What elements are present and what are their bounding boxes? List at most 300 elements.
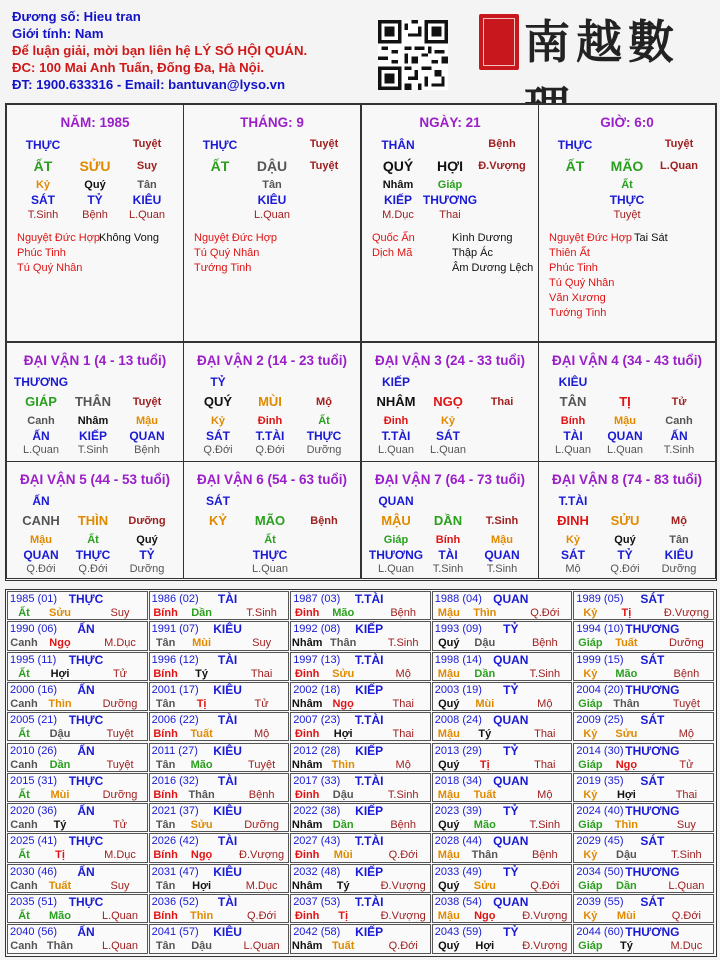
year-branch: Mão <box>332 607 355 619</box>
year-stem: Ất <box>18 849 30 862</box>
year-cell <box>290 682 431 711</box>
year-stem: Canh <box>10 637 38 650</box>
year-cell <box>573 894 714 923</box>
year-stem: Bính <box>153 728 178 741</box>
year-god: ẤN <box>77 864 95 879</box>
year-branch: Dậu <box>49 728 71 741</box>
dai-van-pair-2: MÙI <box>258 394 282 409</box>
year-stem: Giáp <box>578 758 603 771</box>
pillar-stem-god: THÂN <box>381 138 415 152</box>
year-label: 2036 (52) <box>151 896 199 908</box>
year-stem: Quý <box>438 819 460 832</box>
year-cell <box>432 591 573 620</box>
star-item: Thiên Ất <box>549 247 590 259</box>
star-item: Tai Sát <box>634 232 668 244</box>
year-stem: Bính <box>153 607 178 619</box>
pillar-pair-3: Suy <box>136 160 158 172</box>
year-stem: Đinh <box>294 667 320 680</box>
dai-van-hidden-god-1: ẤN <box>32 429 50 443</box>
year-label: 2017 (33) <box>293 774 341 787</box>
year-stem: Bính <box>153 788 178 801</box>
pillar-stem-stage: Tuyệt <box>132 138 162 150</box>
year-god: KIẾP <box>355 925 384 940</box>
header <box>0 0 720 100</box>
year-branch: Hợi <box>333 728 353 741</box>
year-stem: Nhâm <box>291 697 323 710</box>
year-cell <box>573 621 714 650</box>
year-label: 1997 (13) <box>293 653 341 666</box>
pillar-pair-1: QUÝ <box>382 158 414 174</box>
year-stem: Bính <box>153 849 178 862</box>
dai-van-pair-3: Dưỡng <box>128 515 166 527</box>
year-label: 2027 (43) <box>293 835 341 848</box>
year-branch: Sửu <box>332 667 355 680</box>
year-god: TỶ <box>503 864 519 879</box>
year-god: T.TÀI <box>354 592 384 606</box>
year-branch: Dậu <box>332 788 354 801</box>
year-cell <box>432 803 573 832</box>
year-god: KIÊU <box>213 622 242 637</box>
dai-van-stage-3: Dưỡng <box>129 563 165 575</box>
year-branch: Tị <box>338 910 349 922</box>
year-stem: Mậu <box>437 728 460 741</box>
year-god: T.TÀI <box>354 713 384 728</box>
year-god: THỰC <box>68 834 104 849</box>
year-label: 2009 (25) <box>576 714 624 727</box>
year-stem: Ất <box>18 788 30 801</box>
year-cell <box>7 682 148 711</box>
dai-van-pair-1: CANH <box>22 513 60 528</box>
year-label: 2008 (24) <box>434 714 482 727</box>
year-stem: Kỷ <box>583 849 598 862</box>
year-god: THỰC <box>68 713 104 728</box>
year-cell <box>290 591 431 620</box>
dai-van-stage-3: Dưỡng <box>306 444 342 456</box>
year-cell <box>432 712 573 741</box>
year-label: 2002 (18) <box>293 683 341 696</box>
year-branch: Tý <box>195 667 209 680</box>
year-branch: Dần <box>474 667 496 680</box>
year-branch: Mùi <box>333 849 353 862</box>
dai-van-hidden-god-3: ẤN <box>670 429 688 443</box>
year-stem: Nhâm <box>291 879 323 892</box>
logo: 南越數 <box>524 15 680 69</box>
year-branch: Thìn <box>473 607 497 619</box>
dai-van-title: ĐẠI VẬN 1 (4 - 13 tuổi) <box>23 353 167 368</box>
dai-van-hidden-god-3: KIÊU <box>664 548 694 562</box>
year-branch: Mão <box>190 758 213 771</box>
year-label: 2018 (34) <box>434 774 482 787</box>
pillar-hidden-god-2: THỰC <box>609 193 645 207</box>
pillar-hidden-2: Tân <box>262 179 282 191</box>
year-cell <box>573 803 714 832</box>
star-item: Không Vong <box>99 232 159 244</box>
dai-van-stage-3: T.Sinh <box>486 563 518 575</box>
year-branch: Tuất <box>48 879 72 892</box>
year-god: KIẾP <box>355 804 384 819</box>
dai-van-hidden-god-2: QUAN <box>607 429 643 443</box>
dai-van-8 <box>538 461 716 579</box>
dai-van-4 <box>538 342 716 462</box>
pillar-pair-2: SỬU <box>79 158 111 174</box>
pillar-hidden-3: Tân <box>137 179 157 191</box>
year-stem: Đinh <box>294 788 320 801</box>
dai-van-god: THƯƠNG <box>13 375 69 389</box>
year-stage: Bệnh <box>531 849 558 862</box>
year-stem: Đinh <box>294 607 320 619</box>
year-stage: L.Quan <box>101 940 139 953</box>
year-branch: Dậu <box>616 849 637 862</box>
year-branch: Thân <box>46 940 74 953</box>
year-stem: Giáp <box>578 879 603 892</box>
year-stage: Thai <box>534 728 556 741</box>
year-stage: Tuyệt <box>106 728 134 741</box>
year-god: T.TÀI <box>354 652 384 667</box>
pillar-stars-right <box>452 231 533 276</box>
year-branch: Hợi <box>50 667 70 680</box>
year-cell <box>7 924 148 953</box>
year-branch: Dần <box>332 819 354 832</box>
dai-van-hidden-god-2: THỰC <box>75 548 111 562</box>
year-label: 1990 (06) <box>10 623 58 636</box>
year-label: 2031 (47) <box>151 865 199 878</box>
year-god: TÀI <box>217 834 238 849</box>
dai-van-pair-2: DẦN <box>433 513 463 528</box>
year-label: 2016 (32) <box>151 774 199 787</box>
dai-van-hidden-3: Mậu <box>136 415 158 427</box>
year-god: TÀI <box>217 713 238 728</box>
year-god: THỰC <box>68 652 104 667</box>
dai-van-hidden-1: Đinh <box>383 415 409 427</box>
star-item: Tú Quý Nhân <box>17 262 83 274</box>
pillar-hidden-1: Kỷ <box>35 179 51 191</box>
year-stem: Mậu <box>437 607 460 619</box>
year-god: T.TÀI <box>354 895 384 909</box>
pillar-stem-god: THỰC <box>25 138 61 152</box>
year-stem: Quý <box>438 940 460 953</box>
dai-van-stage-2: L.Quan <box>429 444 467 456</box>
year-label: 2034 (50) <box>576 865 624 878</box>
year-stage: Đ.Vượng <box>380 910 426 922</box>
star-item: Tú Quý Nhân <box>549 277 615 289</box>
year-branch: Tuất <box>473 788 496 801</box>
year-stem: Mậu <box>437 910 460 922</box>
year-stage: L.Quan <box>101 910 139 922</box>
year-label: 1993 (09) <box>434 623 482 636</box>
year-branch: Tý <box>336 879 350 892</box>
year-cell <box>149 743 290 772</box>
dai-van-hidden-god-2: THỰC <box>252 548 288 562</box>
year-cell <box>432 652 573 681</box>
year-cell <box>432 924 573 953</box>
year-cell <box>573 833 714 862</box>
year-cell <box>7 621 148 650</box>
dai-van-1 <box>6 342 184 462</box>
year-cell <box>290 803 431 832</box>
pillar-pair-3: Tuyệt <box>309 160 339 172</box>
pillar-2 <box>183 104 361 342</box>
year-god: QUAN <box>493 592 529 606</box>
dai-van-hidden-2: Ất <box>87 534 99 546</box>
dai-van-hidden-god-3: QUAN <box>484 548 520 562</box>
year-god: TỶ <box>503 622 519 637</box>
year-stage: Đ.Vượng <box>522 910 568 922</box>
year-stage: M.Dục <box>104 849 136 862</box>
year-cell <box>573 743 714 772</box>
year-stage: Đ.Vượng <box>663 607 709 619</box>
pillar-stars-right <box>634 231 668 246</box>
year-stem: Đinh <box>294 728 320 741</box>
year-cell <box>432 773 573 802</box>
dai-van-god: TỶ <box>210 375 226 389</box>
star-item: Tướng Tinh <box>549 307 607 319</box>
pillar-hidden-god-2: KIÊU <box>257 193 287 207</box>
chart-grid <box>5 103 717 581</box>
pillar-pair-2: DẬU <box>256 158 288 174</box>
dai-van-pair-3: T.Sinh <box>485 515 519 527</box>
dai-van-god: T.TÀI <box>558 494 588 508</box>
dai-van-god: QUAN <box>378 494 414 508</box>
annual-luck-grid <box>5 589 717 957</box>
pillar-hidden-2: Giáp <box>437 179 463 191</box>
year-label: 2037 (53) <box>293 896 341 908</box>
year-branch: Mùi <box>192 637 212 650</box>
year-god: THỰC <box>68 592 104 606</box>
year-cell <box>432 621 573 650</box>
star-item: Nguyệt Đức Hợp <box>549 232 633 244</box>
year-god: SÁT <box>640 773 665 788</box>
dai-van-3 <box>361 342 539 462</box>
pillar-pair-1: ẤT <box>33 158 53 174</box>
year-cell <box>290 743 431 772</box>
pillar-4 <box>538 104 716 342</box>
year-branch: Mão <box>49 910 71 922</box>
dai-van-title: ĐẠI VẬN 7 (64 - 73 tuổi) <box>374 472 526 487</box>
pillar-hidden-1: Nhâm <box>382 179 414 191</box>
dai-van-hidden-2: Mậu <box>614 415 636 427</box>
year-branch: Dần <box>616 879 637 892</box>
year-label: 1986 (02) <box>151 593 199 605</box>
year-cell <box>7 894 148 923</box>
year-branch: Thân <box>613 697 640 710</box>
dai-van-hidden-2: Kỷ <box>440 415 456 427</box>
year-god: KIÊU <box>213 743 242 758</box>
year-cell <box>290 621 431 650</box>
star-item: Phúc Tinh <box>17 247 66 259</box>
year-stage: Q.Đới <box>388 940 418 953</box>
dai-van-hidden-1: Bính <box>560 415 586 427</box>
pillar-stem-stage: Tuyệt <box>664 138 694 150</box>
year-stem: Nhâm <box>291 940 323 953</box>
dai-van-5 <box>6 461 184 579</box>
dai-van-hidden-god-3: THỰC <box>306 429 342 443</box>
star-item: Dịch Mã <box>372 247 413 259</box>
year-stage: Q.Đới <box>671 910 701 922</box>
year-label: 1999 (15) <box>576 653 624 666</box>
year-cell <box>7 743 148 772</box>
dai-van-stage-2: T.Sinh <box>77 444 109 456</box>
dai-van-hidden-1: Kỷ <box>565 534 581 546</box>
year-god: TỶ <box>503 682 519 697</box>
year-branch: Ngọ <box>615 758 638 771</box>
year-label: 1992 (08) <box>293 623 341 636</box>
year-stage: Suy <box>252 637 272 650</box>
year-god: THƯƠNG <box>625 743 680 758</box>
year-cell <box>290 712 431 741</box>
year-god: TỶ <box>503 804 519 819</box>
year-god: T.TÀI <box>354 773 384 788</box>
dai-van-hidden-1: Kỷ <box>210 415 226 427</box>
year-stage: T.Sinh <box>529 819 561 832</box>
year-stem: Bính <box>153 910 178 922</box>
year-label: 1987 (03) <box>293 593 341 605</box>
year-label: 1996 (12) <box>151 653 199 666</box>
year-stage: Bệnh <box>531 637 558 650</box>
year-label: 2005 (21) <box>10 714 58 727</box>
year-god: QUAN <box>493 773 529 788</box>
year-stem: Canh <box>10 879 38 892</box>
year-cell <box>573 652 714 681</box>
year-cell <box>573 591 714 620</box>
year-stage: Thai <box>392 728 414 741</box>
dai-van-pair-3: Bệnh <box>310 515 338 527</box>
year-cell <box>149 833 290 862</box>
dai-van-stage-1: Q.Đới <box>203 444 233 456</box>
star-item: Kình Dương <box>452 232 513 244</box>
year-god: TỶ <box>503 743 519 758</box>
year-label: 2020 (36) <box>10 805 58 818</box>
pillar-stars-left <box>549 231 632 321</box>
year-cell <box>432 833 573 862</box>
year-stem: Tân <box>155 879 176 892</box>
pillar-title: GIỜ: 6:0 <box>600 115 654 130</box>
year-god: ẤN <box>77 925 95 940</box>
year-stem: Canh <box>10 758 38 771</box>
year-god: TỶ <box>503 925 519 940</box>
dai-van-pair-3: Mộ <box>671 515 687 527</box>
dai-van-title: ĐẠI VẬN 4 (34 - 43 tuổi) <box>551 353 703 368</box>
year-cell <box>149 924 290 953</box>
year-stem: Giáp <box>578 940 603 953</box>
year-branch: Dần <box>49 758 71 771</box>
pillar-hidden-god-1: SÁT <box>31 193 55 207</box>
dai-van-hidden-god-1: SÁT <box>561 548 585 562</box>
year-cell <box>7 803 148 832</box>
year-stem: Giáp <box>578 637 603 650</box>
year-label: 2038 (54) <box>434 896 482 908</box>
year-branch: Ngọ <box>332 697 354 710</box>
dai-van-hidden-god-2: TỶ <box>617 548 633 562</box>
year-god: ẤN <box>77 804 95 819</box>
pillar-title: NĂM: 1985 <box>60 115 130 130</box>
dai-van-hidden-2: Ất <box>264 534 276 546</box>
year-god: ẤN <box>77 682 95 697</box>
dai-van-pair-1: TÂN <box>559 394 587 409</box>
year-stage: Suy <box>110 879 130 892</box>
year-label: 2029 (45) <box>576 835 624 848</box>
year-branch: Sửu <box>190 819 213 832</box>
year-label: 2003 (19) <box>434 683 482 696</box>
year-stage: Đ.Vượng <box>380 879 426 892</box>
year-god: TÀI <box>217 895 238 909</box>
year-stage: Bệnh <box>673 667 700 680</box>
pillar-stem-god: THỰC <box>557 138 593 152</box>
year-label: 2025 (41) <box>10 835 58 848</box>
dai-van-stage-1: L.Quan <box>377 563 415 575</box>
year-stem: Nhâm <box>291 758 323 771</box>
year-stage: Dưỡng <box>102 697 138 710</box>
dai-van-title: ĐẠI VẬN 8 (74 - 83 tuổi) <box>551 472 703 487</box>
dai-van-hidden-god-3: QUAN <box>129 429 165 443</box>
year-stage: Tuyệt <box>106 758 134 771</box>
year-branch: Tý <box>478 728 492 741</box>
dai-van-pair-1: NHÂM <box>376 394 416 409</box>
year-stem: Kỷ <box>583 667 598 680</box>
year-branch: Hợi <box>616 788 636 801</box>
year-stem: Ất <box>18 607 30 619</box>
year-god: KIẾP <box>355 864 384 879</box>
year-cell <box>432 864 573 893</box>
year-stem: Bính <box>153 667 178 680</box>
dai-van-stage-2: L.Quan <box>606 444 644 456</box>
year-branch: Hợi <box>192 879 212 892</box>
year-label: 2011 (27) <box>151 744 198 757</box>
year-god: THƯƠNG <box>625 682 680 697</box>
year-cell <box>7 652 148 681</box>
year-stage: M.Dục <box>104 637 136 650</box>
year-god: KIÊU <box>213 864 242 879</box>
year-stem: Tân <box>155 758 176 771</box>
year-stem: Ất <box>18 910 30 922</box>
year-stage: Mộ <box>537 788 553 801</box>
year-god: THỰC <box>68 895 104 909</box>
year-branch: Dậu <box>191 940 212 953</box>
year-cell <box>149 712 290 741</box>
year-stem: Đinh <box>294 849 320 862</box>
year-label: 2040 (56) <box>10 926 58 939</box>
year-branch: Tị <box>55 849 65 862</box>
year-branch: Thân <box>188 788 215 801</box>
dai-van-pair-1: GIÁP <box>25 394 57 409</box>
year-cell <box>432 743 573 772</box>
year-stage: L.Quan <box>243 940 280 953</box>
dai-van-hidden-1: Giáp <box>383 534 409 546</box>
year-god: THỰC <box>68 773 104 788</box>
year-stage: Tử <box>679 758 694 771</box>
year-cell <box>573 682 714 711</box>
pillar-stars-right <box>99 231 159 246</box>
year-cell <box>432 894 573 923</box>
year-stage: Đ.Vượng <box>239 849 285 862</box>
year-cell <box>573 712 714 741</box>
year-label: 2044 (60) <box>576 926 624 939</box>
year-label: 1998 (14) <box>434 653 482 666</box>
year-cell <box>573 924 714 953</box>
year-god: QUAN <box>493 713 529 728</box>
year-god: TÀI <box>217 592 238 606</box>
year-branch: Dậu <box>474 637 496 650</box>
pillar-hidden-god-2: THƯƠNG <box>422 193 478 207</box>
pillar-title: NGÀY: 21 <box>419 115 481 130</box>
dai-van-hidden-god-2: SÁT <box>436 429 460 443</box>
dai-van-hidden-3: Canh <box>665 415 693 427</box>
pillar-stars-left <box>194 231 277 276</box>
year-branch: Sửu <box>473 879 496 892</box>
year-stem: Canh <box>10 697 38 710</box>
dai-van-hidden-2: Nhâm <box>77 415 109 427</box>
pillar-1 <box>6 104 184 342</box>
year-branch: Thìn <box>48 697 72 710</box>
